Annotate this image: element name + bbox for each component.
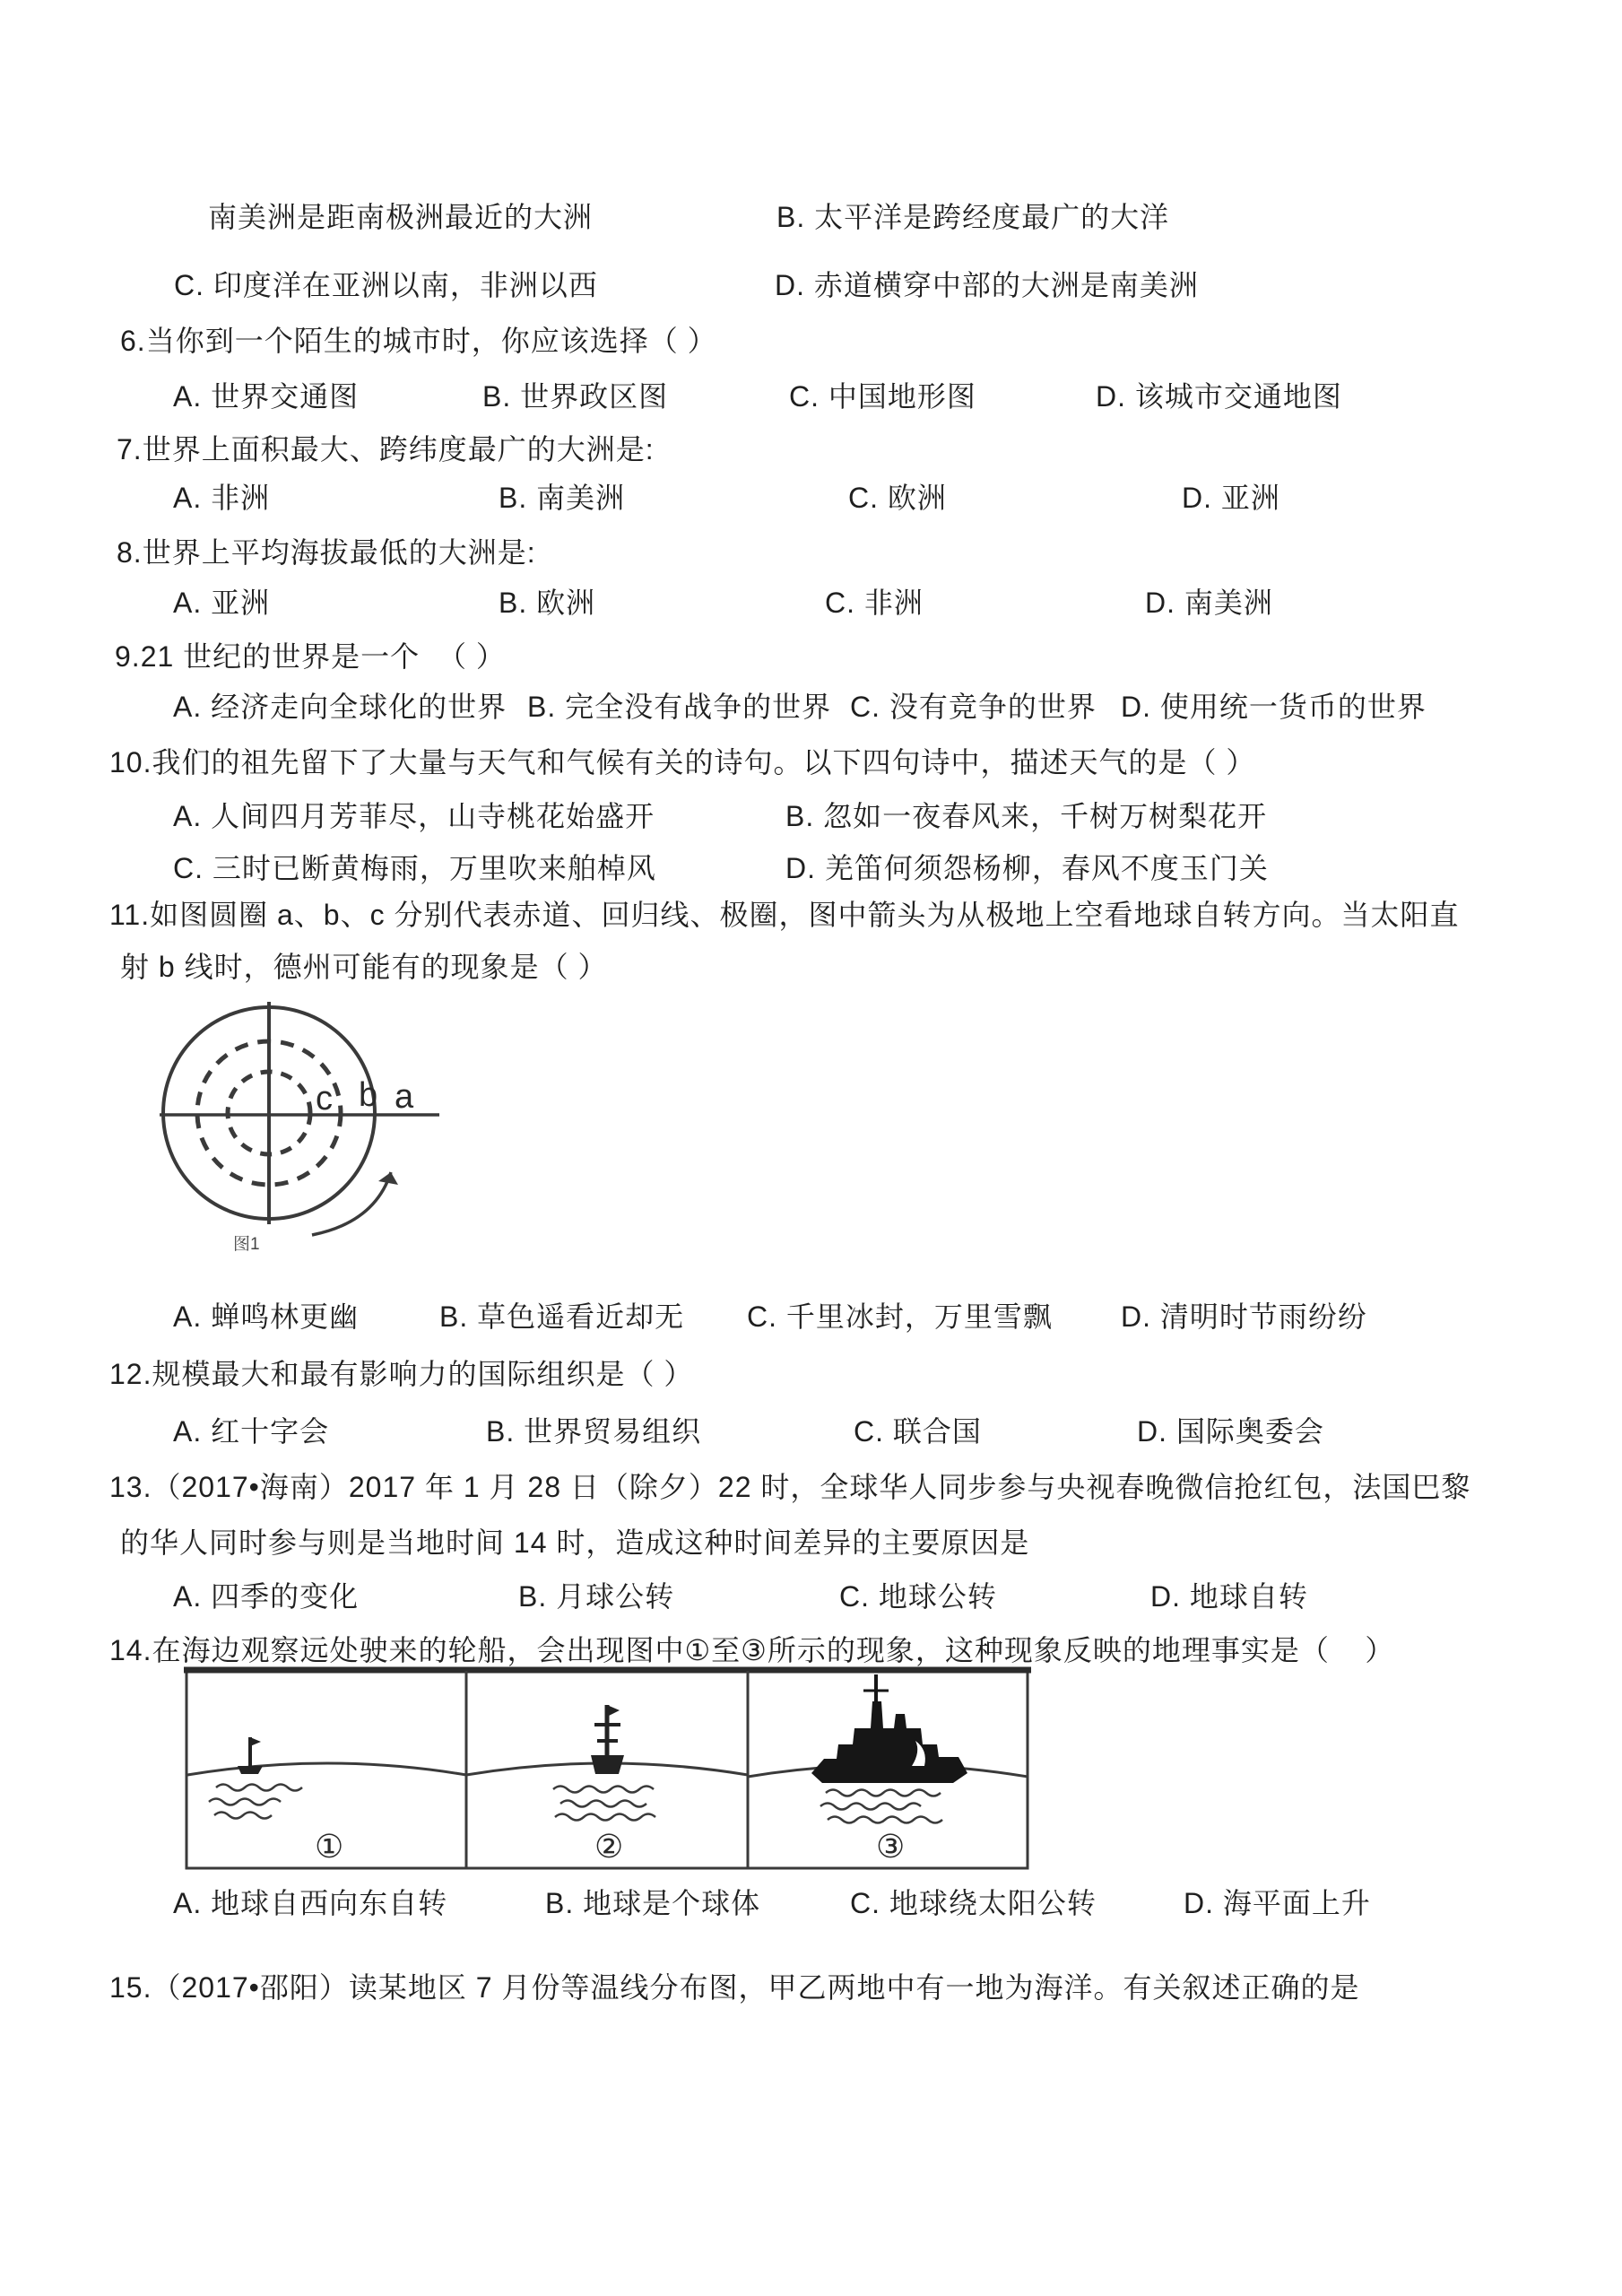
waves-panel-1 bbox=[209, 1785, 302, 1819]
q11-stem-line2: 射 b 线时，德州可能有的现象是（ ） bbox=[120, 951, 608, 983]
q13-option-c: C. 地球公转 bbox=[839, 1580, 997, 1613]
q13-option-a: A. 四季的变化 bbox=[173, 1580, 360, 1613]
q5-option-d: D. 赤道横穿中部的大洲是南美洲 bbox=[775, 269, 1199, 301]
figure1-caption: 图1 bbox=[233, 1235, 260, 1254]
q8-option-d: D. 南美洲 bbox=[1145, 587, 1273, 619]
panel-label-2: ② bbox=[594, 1828, 624, 1865]
q7-option-c: C. 欧洲 bbox=[848, 482, 947, 514]
q5-option-c: C. 印度洋在亚洲以南，非洲以西 bbox=[174, 269, 598, 301]
q6-option-b: B. 世界政区图 bbox=[482, 380, 669, 413]
waves-panel-3 bbox=[820, 1790, 942, 1823]
ship-small-icon bbox=[238, 1737, 263, 1774]
q6-stem: 6.当你到一个陌生的城市时，你应该选择（ ） bbox=[120, 325, 717, 357]
q13-stem-line1: 13.（2017•海南）2017 年 1 月 28 日（除夕）22 时，全球华人同步参与央视春晚微信抢红包，法国巴黎 bbox=[109, 1471, 1471, 1503]
q10-option-c: C. 三时已断黄梅雨，万里吹来舶棹风 bbox=[173, 852, 656, 884]
ship-medium-icon bbox=[591, 1705, 624, 1774]
q11-option-c: C. 千里冰封，万里雪飘 bbox=[747, 1300, 1053, 1333]
q9-option-b: B. 完全没有战争的世界 bbox=[527, 691, 832, 723]
q10-option-a: A. 人间四月芳菲尽，山寺桃花始盛开 bbox=[173, 800, 655, 832]
panel-label-1: ① bbox=[315, 1828, 344, 1865]
q12-stem: 12.规模最大和最有影响力的国际组织是（ ） bbox=[109, 1358, 694, 1390]
rotation-arrowhead-icon bbox=[378, 1172, 398, 1185]
q9-option-a: A. 经济走向全球化的世界 bbox=[173, 691, 507, 723]
q11-option-b: B. 草色遥看近却无 bbox=[439, 1300, 685, 1333]
q10-option-b: B. 忽如一夜春风来，千树万树梨花开 bbox=[785, 800, 1268, 832]
rotation-diagram-figure bbox=[143, 991, 547, 1260]
q9-stem: 9.21 世纪的世界是一个 （ ） bbox=[115, 640, 506, 673]
ship-sequence-figure bbox=[184, 1665, 1031, 1874]
q13-stem-line2: 的华人同时参与则是当地时间 14 时，造成这种时间差异的主要原因是 bbox=[120, 1526, 1030, 1559]
horizon-panel-1 bbox=[187, 1763, 466, 1775]
q11-option-d: D. 清明时节雨纷纷 bbox=[1121, 1300, 1367, 1333]
q15-stem-line1: 15.（2017•邵阳）读某地区 7 月份等温线分布图，甲乙两地中有一地为海洋。有关叙述正确的是 bbox=[109, 1971, 1360, 2004]
q14-option-c: C. 地球绕太阳公转 bbox=[850, 1887, 1097, 1919]
q10-option-d: D. 羌笛何须怨杨柳，春风不度玉门关 bbox=[785, 852, 1269, 884]
q8-option-a: A. 亚洲 bbox=[173, 587, 271, 619]
q8-stem: 8.世界上平均海拔最低的大洲是: bbox=[117, 536, 536, 569]
q6-option-a: A. 世界交通图 bbox=[173, 380, 360, 413]
ship-large-icon bbox=[811, 1674, 967, 1783]
q12-option-c: C. 联合国 bbox=[854, 1415, 982, 1448]
q8-option-c: C. 非洲 bbox=[825, 587, 924, 619]
waves-panel-2 bbox=[553, 1787, 655, 1821]
q11-option-a: A. 蝉鸣林更幽 bbox=[173, 1300, 360, 1333]
q8-option-b: B. 欧洲 bbox=[499, 587, 596, 619]
q6-option-c: C. 中国地形图 bbox=[789, 380, 976, 413]
q14-stem: 14.在海边观察远处驶来的轮船，会出现图中①至③所示的现象，这种现象反映的地理事实是（ ） bbox=[109, 1634, 1395, 1666]
q9-option-c: C. 没有竞争的世界 bbox=[850, 691, 1097, 723]
q10-stem: 10.我们的祖先留下了大量与天气和气候有关的诗句。以下四句诗中，描述天气的是（ ） bbox=[109, 746, 1256, 778]
q12-option-b: B. 世界贸易组织 bbox=[486, 1415, 702, 1448]
q7-stem: 7.世界上面积最大、跨纬度最广的大洲是: bbox=[117, 433, 655, 465]
q14-option-b: B. 地球是个球体 bbox=[545, 1887, 761, 1919]
q7-option-d: D. 亚洲 bbox=[1182, 482, 1280, 514]
q6-option-d: D. 该城市交通地图 bbox=[1096, 380, 1342, 413]
q12-option-d: D. 国际奥委会 bbox=[1137, 1415, 1324, 1448]
q7-option-a: A. 非洲 bbox=[173, 482, 271, 514]
label-b: b bbox=[359, 1076, 378, 1114]
q14-option-d: D. 海平面上升 bbox=[1184, 1887, 1371, 1919]
q14-option-a: A. 地球自西向东自转 bbox=[173, 1887, 448, 1919]
q5-option-a: 南美洲是距南极洲最近的大洲 bbox=[208, 201, 594, 233]
q12-option-a: A. 红十字会 bbox=[173, 1415, 330, 1448]
q9-option-d: D. 使用统一货币的世界 bbox=[1121, 691, 1427, 723]
label-a: a bbox=[395, 1078, 414, 1116]
label-c: c bbox=[316, 1080, 333, 1118]
q7-option-b: B. 南美洲 bbox=[499, 482, 626, 514]
q5-option-b: B. 太平洋是跨经度最广的大洋 bbox=[776, 201, 1170, 233]
panel-label-3: ③ bbox=[876, 1828, 906, 1865]
q11-stem-line1: 11.如图圆圈 a、b、c 分别代表赤道、回归线、极圈，图中箭头为从极地上空看地球自转方向。当太阳直 bbox=[109, 899, 1460, 931]
q13-option-d: D. 地球自转 bbox=[1150, 1580, 1308, 1613]
q13-option-b: B. 月球公转 bbox=[518, 1580, 675, 1613]
